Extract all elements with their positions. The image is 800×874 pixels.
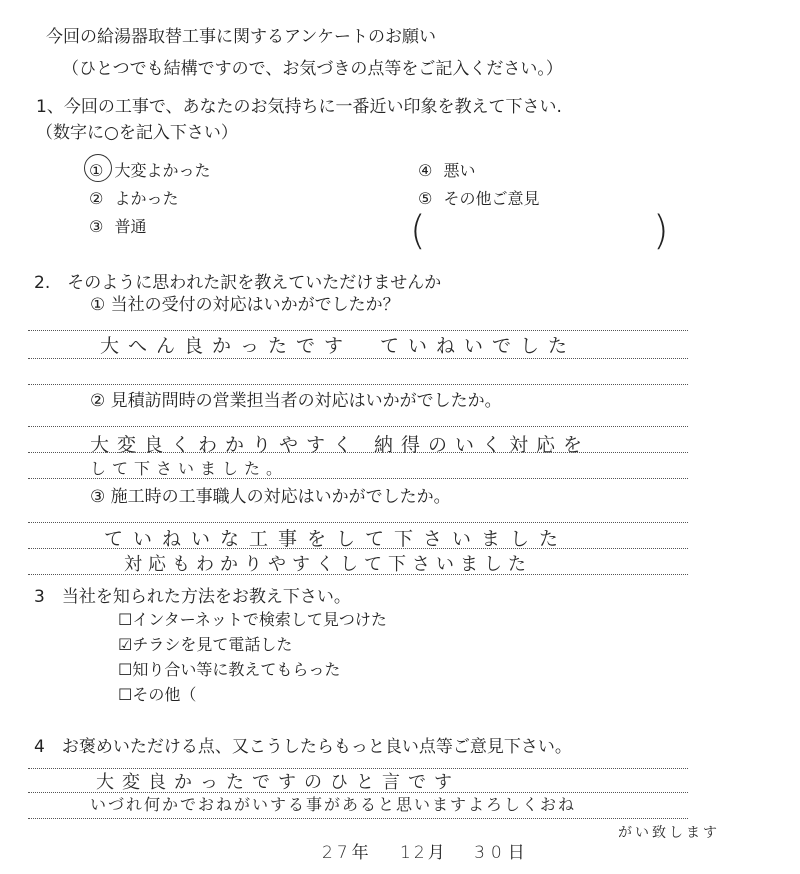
- answer-line: [28, 426, 688, 427]
- q2-sub3-answer-2: 対応もわかりやすくして下さいました: [124, 554, 532, 575]
- q1-option-1[interactable]: [89, 158, 210, 181]
- other-close-paren: ): [653, 208, 669, 254]
- other-open-paren: (: [410, 208, 426, 254]
- option-label: 大変よかった: [114, 161, 211, 180]
- answer-line: [28, 358, 688, 359]
- date-year-unit: 年: [351, 843, 369, 863]
- option-number: ⑤: [418, 189, 433, 208]
- q2-sub1-answer: 大へん良かったです ていねいでした: [100, 335, 577, 357]
- date-year: 27: [322, 843, 352, 863]
- q2-sub1-label: ① 当社の受付の対応はいかがでしたか？: [90, 295, 400, 315]
- answer-line: [28, 452, 688, 453]
- option-label: 知り合い等に教えてもらった: [132, 660, 341, 679]
- q4-answer-1: 大変良かったですのひと言です: [96, 772, 460, 793]
- q4-answer-2: いづれ何かでおねがいする事があると思いますよろしくおね: [90, 795, 577, 814]
- answer-line: [28, 574, 688, 575]
- checkbox-icon: ☐: [118, 610, 133, 629]
- date-month: 12: [400, 843, 428, 863]
- q3-option-acquaintance[interactable]: [118, 657, 340, 680]
- answer-line: [28, 478, 688, 479]
- option-number: ④: [418, 161, 433, 180]
- checked-checkbox-icon: ☑: [118, 635, 133, 654]
- q1-instruction: （数字に○を記入下さい）: [36, 123, 238, 143]
- q2-sub2-answer-1: 大変良くわかりやすく 納得のいく対応を: [90, 434, 591, 456]
- date-field: [322, 838, 525, 863]
- date-month-unit: 月: [427, 843, 445, 863]
- option-label: 悪い: [443, 161, 476, 180]
- q2-question: 2. そのように思われた訳を教えていただけませんか: [34, 273, 442, 293]
- option-label: チラシを見て電話した: [132, 635, 293, 654]
- q2-sub3-label: ③ 施工時の工事職人の対応はいかがでしたか。: [90, 487, 451, 507]
- option-number: ③: [89, 217, 104, 236]
- answer-line: [28, 522, 688, 523]
- q1-option-2[interactable]: [89, 186, 178, 209]
- q4-answer-3: がい致します: [618, 825, 720, 841]
- q2-sub2-label: ② 見積訪問時の営業担当者の対応はいかがでしたか。: [90, 391, 502, 411]
- q3-option-flyer[interactable]: [118, 632, 292, 655]
- q3-option-internet[interactable]: [118, 607, 387, 630]
- q1-option-4[interactable]: [418, 158, 475, 181]
- answer-line: [28, 818, 688, 819]
- option-label: その他（: [132, 685, 197, 704]
- q3-question: 3 当社を知られた方法をお教え下さい。: [34, 587, 351, 607]
- option-label: よかった: [114, 189, 179, 208]
- checkbox-icon: ☐: [118, 660, 133, 679]
- checkbox-icon: ☐: [118, 685, 133, 704]
- option-number: ①: [89, 161, 104, 180]
- date-day-unit: 日: [507, 843, 525, 863]
- q1-option-5[interactable]: [418, 186, 539, 209]
- form-title: 今回の給湯器取替工事に関するアンケートのお願い: [46, 27, 436, 47]
- option-number: ②: [89, 189, 104, 208]
- answer-line: [28, 548, 688, 549]
- q1-option-3[interactable]: [89, 214, 146, 237]
- date-day: 30: [474, 843, 508, 863]
- q2-sub2-answer-2: して下さいました。: [90, 459, 289, 478]
- answer-line: [28, 384, 688, 385]
- q4-question: 4 お褒めいただける点、又こうしたらもっと良い点等ご意見下さい。: [34, 737, 572, 757]
- q2-sub3-answer-1: ていねいな工事をして下さいました: [104, 528, 569, 550]
- option-label: 普通: [114, 217, 147, 236]
- q3-option-other[interactable]: [118, 682, 196, 705]
- option-label: インターネットで検索して見つけた: [132, 610, 387, 629]
- q1-question: 1、今回の工事で、あなたのお気持ちに一番近い印象を教えて下さい.: [36, 97, 562, 117]
- form-subtitle: （ひとつでも結構ですので、お気づきの点等をご記入ください。）: [62, 59, 563, 79]
- option-label: その他ご意見: [443, 189, 540, 208]
